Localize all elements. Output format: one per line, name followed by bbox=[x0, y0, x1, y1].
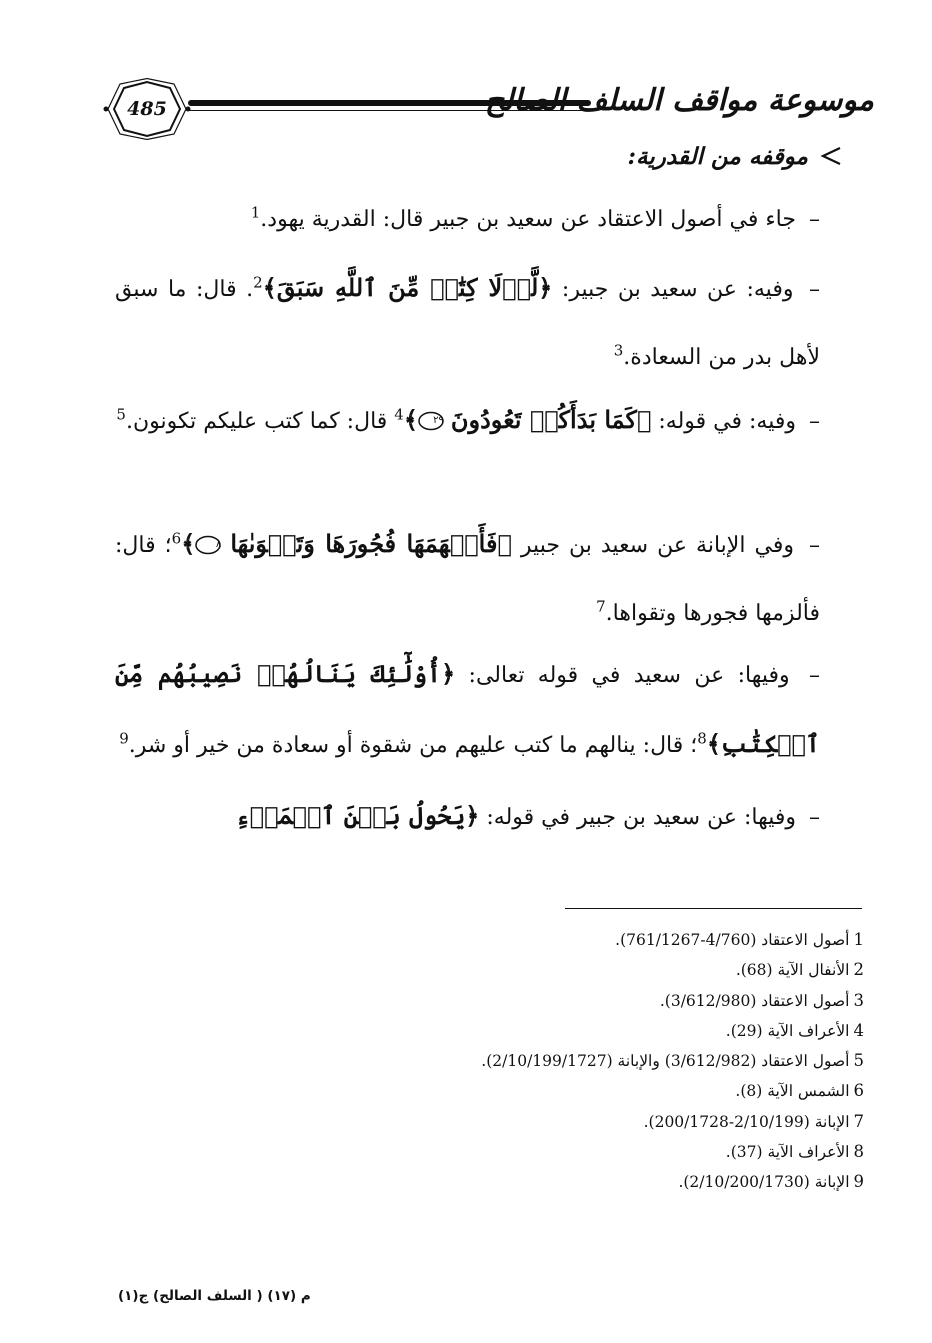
paragraph-3 bbox=[115, 386, 820, 456]
quran-quote: ﴿كَمَا بَدَأَكُمۡ تَعُودُونَ bbox=[450, 405, 652, 434]
paragraph-lead: وفي الإبانة عن سعيد بن جبير bbox=[520, 533, 794, 558]
footnote-ref[interactable]: 1 bbox=[250, 203, 261, 222]
paragraph-text: . قال: ما سبق لأهل بدر من السعادة. bbox=[115, 277, 820, 370]
ayah-number: ٢٩ bbox=[433, 415, 444, 426]
page-number: 485 bbox=[127, 98, 167, 120]
running-title: موسوعة مواقف السلف الصالح bbox=[484, 83, 874, 118]
section-heading bbox=[628, 132, 842, 180]
footnote-text: الأنفال الآية (68). bbox=[735, 961, 850, 980]
footnote-item bbox=[300, 1107, 864, 1137]
footnote-item bbox=[300, 1076, 864, 1106]
footnote-ref[interactable]: 2 bbox=[253, 273, 263, 292]
arrow-bullet-icon bbox=[820, 145, 842, 167]
footnote-text: أصول الاعتقاد (4/760-761/1267). bbox=[615, 931, 850, 949]
paragraph-dash: – bbox=[809, 805, 820, 830]
footnote-text: أصول الاعتقاد (3/612/982) والإبانة (2/10/199/1727). bbox=[481, 1052, 850, 1071]
page-number-badge bbox=[102, 78, 192, 140]
footnote-number: 1 bbox=[853, 930, 864, 949]
footnote-text: الإبانة (2/10/200/1730). bbox=[678, 1173, 850, 1192]
footnotes bbox=[300, 925, 864, 1198]
paragraph-2 bbox=[115, 254, 820, 392]
paragraph-dash: – bbox=[809, 409, 820, 434]
footnote-number: 7 bbox=[853, 1111, 864, 1131]
paragraph-dash: – bbox=[809, 663, 821, 688]
footnote-ref[interactable]: 8 bbox=[697, 729, 707, 748]
footnote-number: 6 bbox=[853, 1081, 864, 1101]
paragraph-text: جاء في أصول الاعتقاد عن سعيد بن جبير قال: القدرية يهود. bbox=[260, 207, 796, 232]
footnote-separator bbox=[565, 908, 862, 909]
paragraph-6 bbox=[115, 782, 820, 852]
footnote-item bbox=[300, 925, 864, 955]
printer-signature: م (١٧) ( السلف الصالح) ج(١) bbox=[118, 1288, 311, 1304]
footnote-number: 5 bbox=[853, 1051, 864, 1071]
paragraph-lead: وفيها: عن سعيد بن جبير في قوله: bbox=[486, 805, 796, 830]
ayah-number: ٨ bbox=[215, 539, 222, 550]
paragraph-1 bbox=[115, 186, 820, 254]
footnote-ref[interactable]: 5 bbox=[116, 405, 126, 424]
footnote-item bbox=[300, 986, 864, 1016]
paragraph-4 bbox=[115, 510, 820, 648]
paragraph-dash: – bbox=[809, 277, 821, 302]
quran-quote: ﴿فَأَلۡهَمَهَا فُجُورَهَا وَتَقۡوَىٰهَا bbox=[230, 529, 512, 558]
ayah-end-icon bbox=[418, 411, 444, 431]
footnote-ref[interactable]: 4 bbox=[394, 405, 404, 424]
footnote-item bbox=[300, 1046, 864, 1076]
quran-quote: ﴿أُوْلَٰٓئِكَ يَنَالُهُمۡ نَصِيبُهُم مِّنَ ٱلۡكِتَٰبِ﴾ bbox=[115, 659, 820, 758]
footnote-number: 9 bbox=[853, 1172, 864, 1192]
quran-close: ﴾ bbox=[181, 529, 196, 558]
footnote-ref[interactable]: 9 bbox=[119, 729, 129, 748]
paragraph-5 bbox=[115, 640, 820, 780]
footnote-number: 4 bbox=[853, 1020, 864, 1040]
paragraph-lead: وفيه: في قوله: bbox=[658, 409, 796, 434]
footnote-item bbox=[300, 1137, 864, 1167]
paragraph-dash: – bbox=[809, 533, 821, 558]
ayah-end-icon bbox=[195, 535, 221, 555]
paragraph-text: ؛ قال: فألزمها فجورها وتقواها. bbox=[115, 533, 820, 626]
page-header bbox=[0, 0, 932, 150]
paragraph-dash: – bbox=[809, 207, 820, 232]
footnote-item bbox=[300, 1016, 864, 1046]
footnote-ref[interactable]: 7 bbox=[596, 597, 606, 616]
footnote-number: 3 bbox=[853, 990, 864, 1010]
footnote-text: الأعراف الآية (37). bbox=[725, 1143, 850, 1162]
footnote-text: الشمس الآية (8). bbox=[735, 1082, 850, 1101]
footnote-text: الأعراف الآية (29). bbox=[725, 1021, 850, 1040]
footnote-item bbox=[300, 1167, 864, 1197]
quran-quote: ﴿لَّوۡلَا كِتَٰبٞ مِّنَ ٱللَّهِ سَبَقَ﴾ bbox=[262, 273, 553, 302]
footnote-text: أصول الاعتقاد (3/612/980). bbox=[659, 991, 850, 1010]
quran-quote: ﴿يَحُولُ بَيۡنَ ٱلۡمَرۡءِ bbox=[235, 801, 480, 830]
section-title: موقفه من القدرية: bbox=[627, 142, 808, 170]
footnote-item bbox=[300, 955, 864, 985]
footnote-ref[interactable]: 6 bbox=[171, 529, 182, 548]
quran-close: ﴾ bbox=[403, 405, 418, 434]
paragraph-lead: وفيه: عن سعيد بن جبير: bbox=[561, 277, 794, 302]
footnote-text: الإبانة (2/10/199-200/1728). bbox=[643, 1112, 850, 1131]
footnote-number: 8 bbox=[853, 1142, 864, 1162]
footnote-ref[interactable]: 3 bbox=[613, 341, 624, 360]
paragraph-lead: وفيها: عن سعيد في قوله تعالى: bbox=[468, 663, 790, 688]
footnote-number: 2 bbox=[853, 960, 864, 980]
paragraph-text: قال: كما كتب عليكم تكونون. bbox=[125, 409, 388, 434]
paragraph-text: ؛ قال: ينالهم ما كتب عليهم من شقوة أو سعادة من خير أو شر. bbox=[128, 733, 698, 758]
